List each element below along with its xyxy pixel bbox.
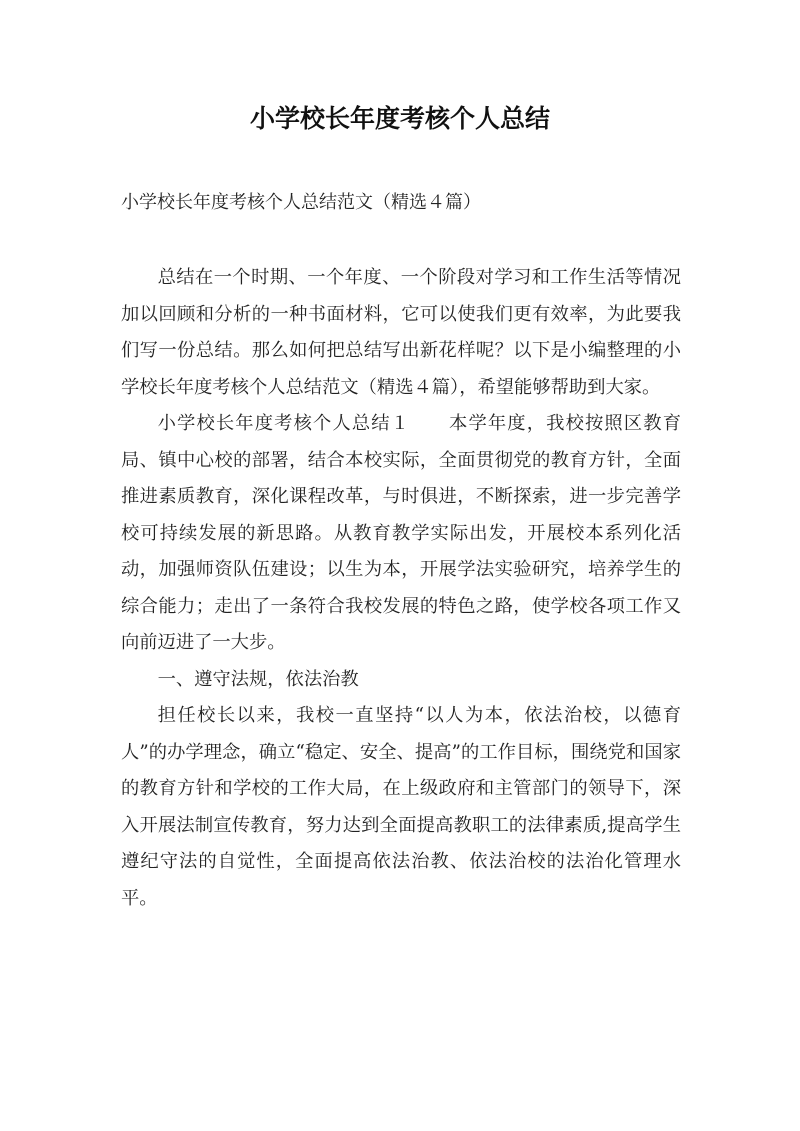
document-body	[121, 260, 681, 917]
intro-paragraph: 总结在一个时期、一个年度、一个阶段对学习和工作生活等情况加以回顾和分析的一种书面材料，它可以使我们更有效率，为此要我们写一份总结。那么如何把总结写出新花样呢？以下是小编整理的小学校长年度考核个人总结范文（精选４篇），希望能够帮助到大家。	[121, 267, 681, 398]
document-title: 小学校长年度考核个人总结	[249, 104, 550, 133]
document-subtitle: 小学校长年度考核个人总结范文（精选４篇）	[121, 192, 481, 213]
section-heading: 一、遵守法规，依法治教	[157, 668, 359, 690]
summary-1-paragraph: 小学校长年度考核个人总结１ 本学年度，我校按照区教育局、镇中心校的部署，结合本校实际，全面贯彻党的教育方针，全面推进素质教育，深化课程改革，与时俱进，不断探索，进一步完善学校可持续发展的新思路。从教育教学实际出发，开展校本系列化活动，加强师资队伍建设；以生为本，开展学法实验研究，培养学生的综合能力；走出了一条符合我校发展的特色之路，使学校各项工作又向前迈进了一大步。	[121, 413, 681, 653]
section-paragraph: 担任校长以来，我校一直坚持“以人为本，依法治校，以德育人”的办学理念，确立“稳定、安全、提高”的工作目标，围绕党和国家的教育方针和学校的工作大局，在上级政府和主管部门的领导下，深入开展法制宣传教育，努力达到全面提高教职工的法律素质,提高学生遵纪守法的自觉性，全面提高依法治教、依法治校的法治化管理水平。	[121, 705, 681, 909]
